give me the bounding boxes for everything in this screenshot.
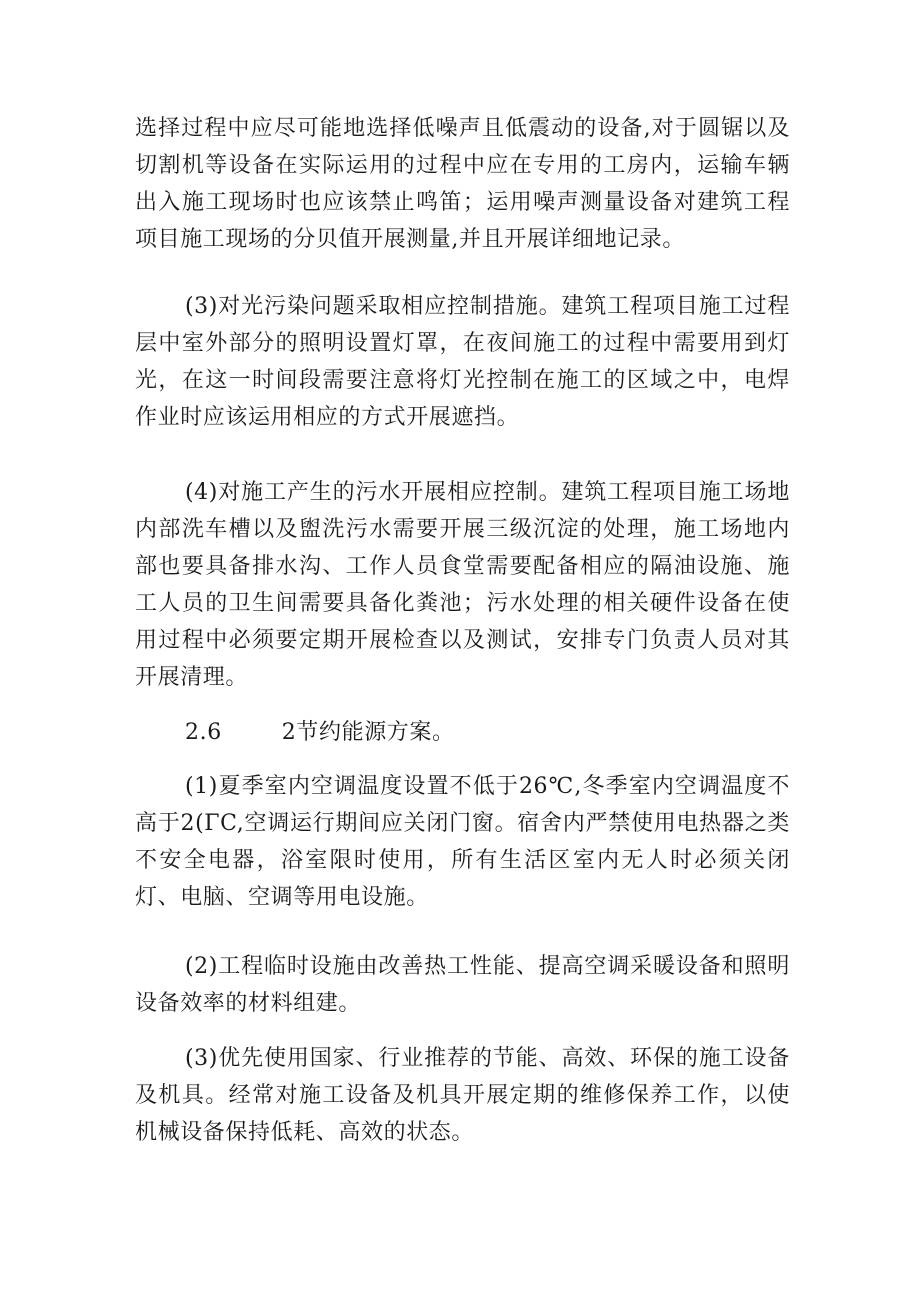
paragraph-temporary-facilities: (2)工程临时设施由改善热工性能、提高空调采暖设备和照明设备效率的材料组建。 [135, 954, 790, 1016]
paragraph-light-pollution: (3)对光污染问题采取相应控制措施。建筑工程项目施工过程层中室外部分的照明设置灯罩，在夜间施工的过程中需要用到灯光，在这一时间段需要注意将灯光控制在施工的区域之中，电焊作业时应该运用相应的方式开展遮挡。 [135, 294, 790, 430]
section-heading [185, 714, 455, 751]
paragraph-noise-control-continued: 选择过程中应尽可能地选择低噪声且低震动的设备,对于圆锯以及切割机等设备在实际运用的过程中应在专用的工房内，运输车辆出入施工现场时也应该禁止鸣笛；运用噪声测量设备对建筑工程项目施工现场的分贝值开展测量,并且开展详细地记录。 [135, 116, 790, 252]
section-number: 2.6 [185, 720, 222, 745]
section-title: 2节约能源方案。 [281, 720, 455, 745]
paragraph-air-conditioning: (1)夏季室内空调温度设置不低于26℃,冬季室内空调温度不高于2(ΓC,空调运行期间应关闭门窗。宿舍内严禁使用电热器之类不安全电器，浴室限时使用，所有生活区室内无人时必须关闭灯、电脑、空调等用电设施。 [135, 774, 790, 910]
paragraph-wastewater-control: (4)对施工产生的污水开展相应控制。建筑工程项目施工场地内部洗车槽以及盥洗污水需要开展三级沉淀的处理，施工场地内部也要具备排水沟、工作人员食堂需要配备相应的隔油设施、施工人员的卫生间需要具备化粪池；污水处理的相关硬件设备在使用过程中必须要定期开展检查以及测试，安排专门负责人员对其开展清理。 [135, 480, 790, 690]
paragraph-equipment: (3)优先使用国家、行业推荐的节能、高效、环保的施工设备及机具。经常对施工设备及机具开展定期的维修保养工作，以使机械设备保持低耗、高效的状态。 [135, 1046, 790, 1145]
